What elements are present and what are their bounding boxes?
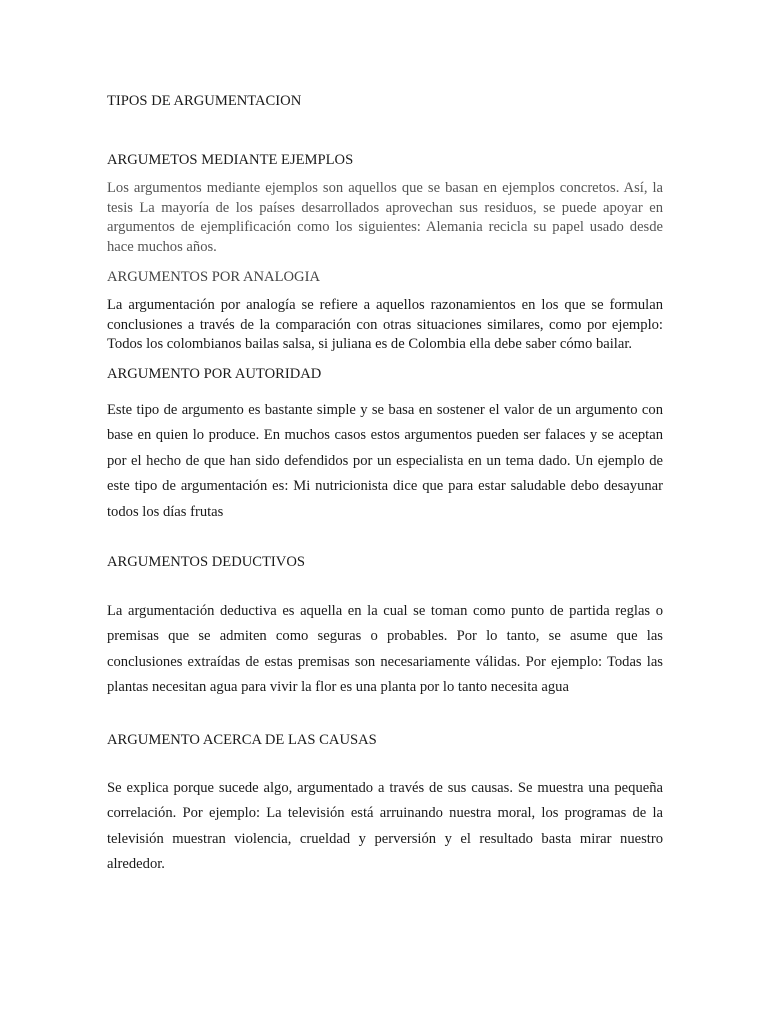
section-heading-analogy: ARGUMENTOS POR ANALOGIA (107, 269, 320, 285)
section-body-authority: Este tipo de argumento es bastante simple y se basa en sostener el valor de un argumento con base en quien lo produce. En muchos casos estos argumentos pueden ser falaces y se aceptan por el hecho de que han sido defendidos por un especialista en un tema dado. Un ejemplo de este tipo de argumentación es: Mi nutricionista dice que para estar saludable debo desayunar todos los días frutas (107, 402, 663, 520)
section-body-analogy: La argumentación por analogía se refiere a aquellos razonamientos en los que se formulan conclusiones a través de la comparación con otras situaciones similares, como por ejemplo: Todos los colombianos bailas salsa, si juliana es de Colombia ella debe saber cómo bailar. (107, 297, 663, 353)
document-title: TIPOS DE ARGUMENTACION (107, 93, 302, 109)
section-heading-causes: ARGUMENTO ACERCA DE LAS CAUSAS (107, 732, 377, 748)
section-heading-authority: ARGUMENTO POR AUTORIDAD (107, 366, 322, 382)
section-body-examples: Los argumentos mediante ejemplos son aquellos que se basan en ejemplos concretos. Así, la tesis La mayoría de los países desarrollados aprovechan sus residuos, se puede apoyar en argumentos de ejemplificación como los siguientes: Alemania recicla su papel usado desde hace muchos años. (107, 180, 663, 255)
section-body-deductive: La argumentación deductiva es aquella en la cual se toman como punto de partida reglas o premisas que se admiten como seguras o probables. Por lo tanto, se asume que las conclusiones extraídas de estas premisas son necesariamente válidas. Por ejemplo: Todas las plantas necesitan agua para vivir la flor es una planta por lo tanto necesita agua (107, 603, 663, 696)
section-body-causes: Se explica porque sucede algo, argumentado a través de sus causas. Se muestra una pequeña correlación. Por ejemplo: La televisión está arruinando nuestra moral, los programas de la televisión muestran violencia, crueldad y perversión y el resultado basta mirar nuestro alrededor. (107, 780, 663, 873)
section-heading-deductive: ARGUMENTOS DEDUCTIVOS (107, 554, 305, 570)
section-heading-examples: ARGUMETOS MEDIANTE EJEMPLOS (107, 152, 354, 168)
